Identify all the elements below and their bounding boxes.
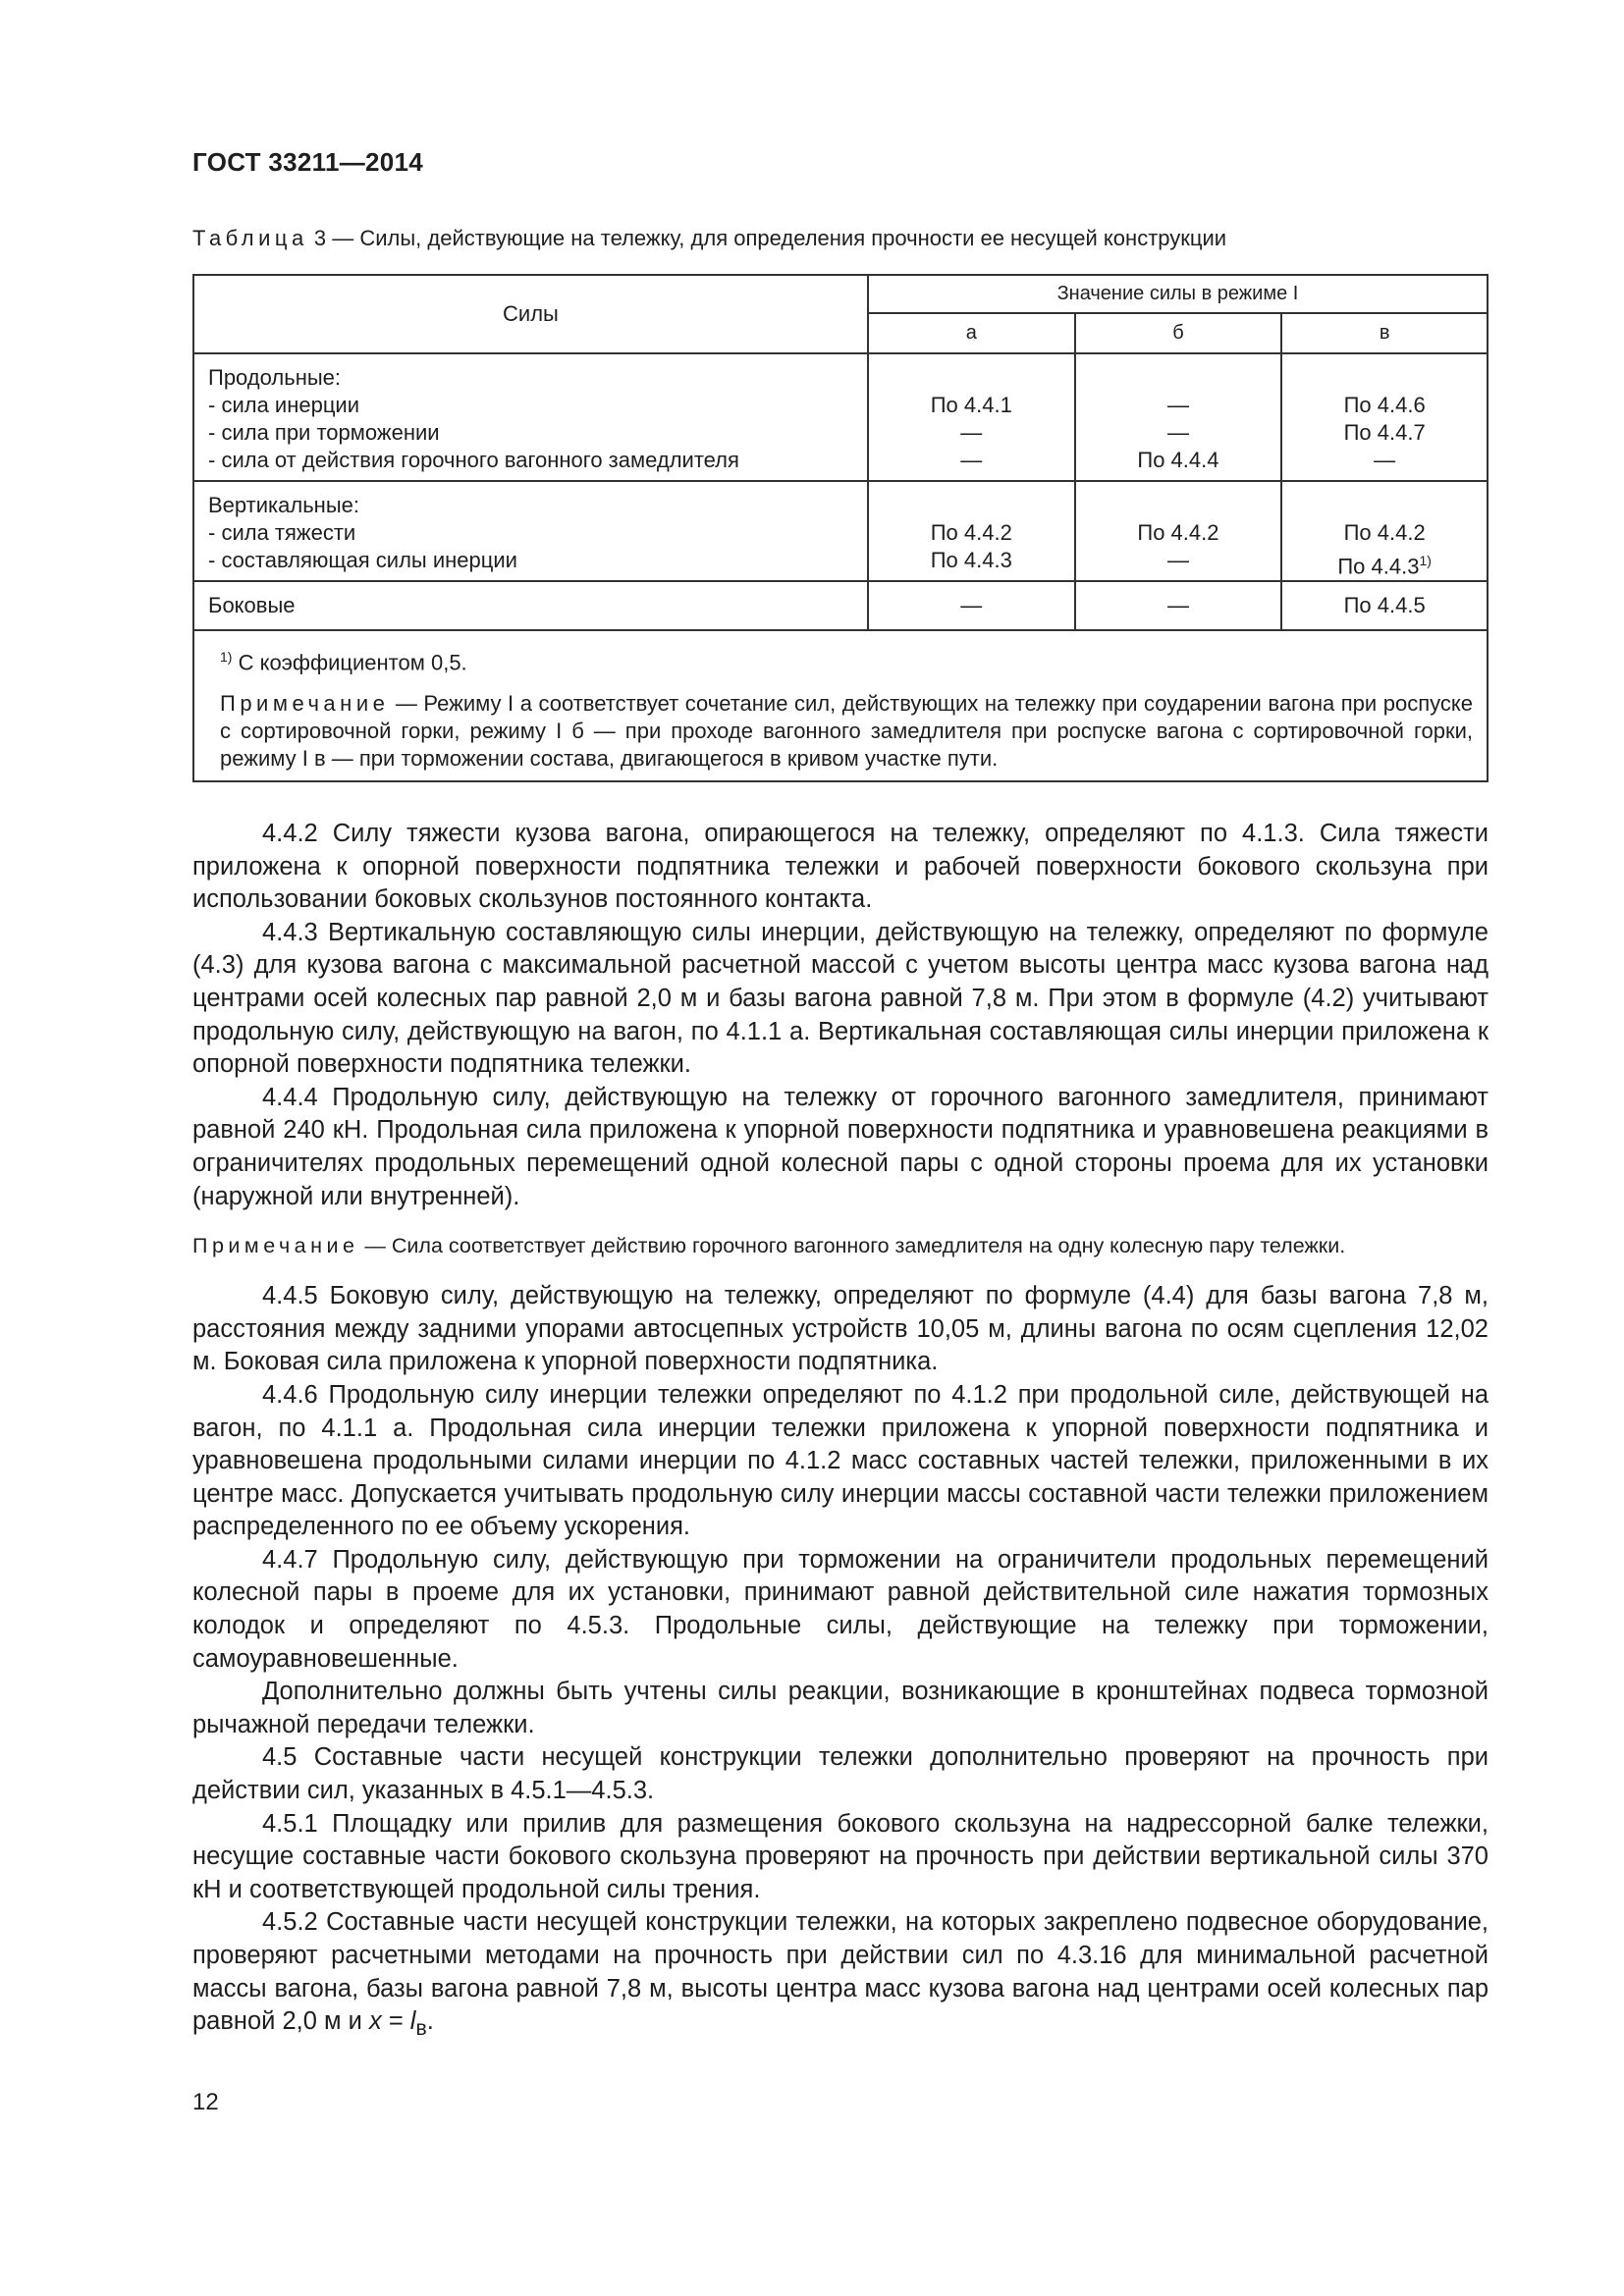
table-caption-label: Таблица <box>192 226 308 250</box>
formula-subscript: в <box>415 2016 427 2041</box>
row-item: - сила при торможении <box>208 420 440 445</box>
table-notes-cell <box>193 630 1488 781</box>
lateral-mode-b: — <box>1075 581 1282 630</box>
row-item: - сила инерции <box>208 393 359 417</box>
cell-value: — <box>1166 548 1189 572</box>
cell-value: По 4.4.2 <box>1343 520 1426 545</box>
formula-variable-l: l <box>409 2007 416 2036</box>
row-label: Вертикальные: <box>208 493 359 517</box>
header-forces: Силы <box>193 275 868 353</box>
formula-variable-x: x <box>368 2007 382 2036</box>
longitudinal-mode-a <box>868 353 1075 481</box>
cell-value: По 4.4.6 <box>1343 393 1426 417</box>
vertical-mode-a <box>868 481 1075 581</box>
paragraph-4-4-2: 4.4.2 Силу тяжести кузова вагона, опирающегося на тележку, определяют по 4.1.3. Сила тяжести приложена к опорной поверхности подпятника тележки и рабочей поверхности бокового скользуна при использовании боковых скользунов постоянного контакта. <box>192 820 1489 914</box>
row-item: - составляющая силы инерции <box>208 548 517 572</box>
paragraph-note <box>192 1231 1489 1260</box>
cell-value: По 4.4.7 <box>1343 420 1426 445</box>
paragraph-4-4-6: 4.4.6 Продольную силу инерции тележки определяют по 4.1.2 при продольной силе, действующей на вагон, по 4.1.1 а. Продольная сила инерции тележки приложена к упорной поверхности подпятника и уравновешена продольными силами инерции по 4.1.2 масс составных частей тележки, приложенными в их центре масс. Допускается учитывать продольную силу инерции массы составной части тележки приложением распределенного по ее объему ускорения. <box>192 1380 1489 1541</box>
row-item: - сила от действия горочного вагонного замедлителя <box>208 448 739 472</box>
cell-value: По 4.4.2 <box>1137 520 1219 545</box>
forces-table <box>192 274 1489 782</box>
footnote-text: С коэффициентом 0,5. <box>232 650 467 675</box>
cell-value: По 4.4.3 <box>930 548 1012 572</box>
cell-value <box>869 492 1074 519</box>
longitudinal-forces-cell <box>193 353 868 481</box>
cell-value: По 4.4.1 <box>930 393 1012 417</box>
footnote-ref: 1) <box>1419 553 1432 568</box>
cell-value <box>869 364 1074 392</box>
cell-value: — <box>1374 448 1396 472</box>
note-label: Примечание <box>192 1234 359 1258</box>
cell-value: — <box>960 420 983 445</box>
cell-value <box>1076 492 1281 519</box>
note-text: — Сила соответствует действию горочного вагонного замедлителя на одну колесную пару тележки. <box>358 1234 1346 1258</box>
table-note <box>220 690 1473 773</box>
row-label: Продольные: <box>208 365 341 390</box>
table-row-vertical <box>193 481 1488 581</box>
longitudinal-mode-c <box>1281 353 1488 481</box>
cell-value <box>1282 364 1487 392</box>
paragraph-4-4-7: 4.4.7 Продольную силу, действующую при торможении на ограничители продольных перемещений колесной пары в проеме для их установки, принимают равной действительной силе нажатия тормозных колодок и определяют по 4.5.3. Продольные силы, действующие на тележку при торможении, самоуравновешенные. <box>192 1545 1489 1673</box>
table-row-longitudinal <box>193 353 1488 481</box>
note-text: — Режиму I а соответствует сочетание сил, действующих на тележку при соударении вагона при роспуске с сортировочной горки, режиму I б — при проходе вагонного замедлителя при роспуске вагона с сортировочной горки, режиму I в — при торможении состава, двигающегося в кривом участке пути. <box>220 691 1473 772</box>
note-label: Примечание <box>220 691 390 717</box>
paragraph-additional: Дополнительно должны быть учтены силы реакции, возникающие в кронштейнах подвеса тормозной рычажной передачи тележки. <box>192 1678 1489 1738</box>
paragraph-4-4-3: 4.4.3 Вертикальную составляющую силы инерции, действующую на тележку, определяют по формуле (4.3) для кузова вагона с максимальной расчетной массой с учетом высоты центра масс кузова вагона над центрами осей колесных пар равной 2,0 м и базы вагона равной 7,8 м. При этом в формуле (4.2) учитывают продольную силу, действующую на вагон, по 4.1.1 а. Вертикальная составляющая силы инерции приложена к опорной поверхности подпятника тележки. <box>192 918 1489 1079</box>
footnote-mark: 1) <box>220 649 233 665</box>
lateral-mode-a: — <box>868 581 1075 630</box>
header-force-value-group: Значение силы в режиме I <box>868 275 1488 313</box>
vertical-mode-c <box>1281 481 1488 581</box>
table-footnote <box>220 643 1473 676</box>
paragraph-4-4-4: 4.4.4 Продольную силу, действующую на тележку от горочного вагонного замедлителя, принимают равной 240 кН. Продольная сила приложена к упорной поверхности подпятника и уравновешена реакциями в ограничителях продольных перемещений одной колесной пары с одной стороны проема для их установки (наружной или внутренней). <box>192 1083 1489 1210</box>
table-caption <box>192 224 1498 253</box>
body-text <box>192 818 1489 2046</box>
longitudinal-mode-b <box>1075 353 1282 481</box>
lateral-mode-c: По 4.4.5 <box>1281 581 1488 630</box>
header-mode-c: в <box>1281 313 1488 353</box>
vertical-forces-cell <box>193 481 868 581</box>
cell-value: — <box>960 448 983 472</box>
header-mode-a: а <box>868 313 1075 353</box>
document-header: ГОСТ 33211—2014 <box>192 147 424 177</box>
table-footer-row <box>193 630 1488 781</box>
paragraph-text: 4.5.2 Составные части несущей конструкции тележки, на которых закреплено подвесное оборудование, проверяют расчетными методами на прочность при действии сил по 4.3.16 для минимальной расчетной массы вагона, базы вагона равной 7,8 м, высоты центра масс кузова вагона над центрами осей колесных пар равной 2,0 м и <box>192 1908 1489 2036</box>
cell-value-with-footnote <box>1282 547 1487 579</box>
paragraph-4-5-2 <box>192 1906 1489 2045</box>
cell-value: — <box>1166 393 1189 417</box>
header-mode-b: б <box>1075 313 1282 353</box>
paragraph-4-5: 4.5 Составные части несущей конструкции тележки дополнительно проверяют на прочность при действии сил, указанных в 4.5.1—4.5.3. <box>192 1743 1489 1805</box>
paragraph-4-4-5: 4.4.5 Боковую силу, действующую на тележку, определяют по формуле (4.4) для базы вагона 7,8 м, расстояния между задними упорами автосцепных устройств 10,05 м, длины вагона по осям сцепления 12,02 м. Боковая сила приложена к упорной поверхности подпятника. <box>192 1282 1489 1376</box>
vertical-mode-b <box>1075 481 1282 581</box>
paragraph-end: . <box>426 2007 434 2036</box>
cell-value <box>1076 364 1281 392</box>
row-item: - сила тяжести <box>208 520 356 545</box>
cell-value: — <box>1166 420 1189 445</box>
cell-value <box>1282 492 1487 519</box>
cell-value: По 4.4.3 <box>1337 554 1420 579</box>
lateral-forces-cell: Боковые <box>193 581 868 630</box>
cell-value: По 4.4.2 <box>930 520 1012 545</box>
paragraph-4-5-1: 4.5.1 Площадку или прилив для размещения бокового скользуна на надрессорной балке тележки, несущие составные части бокового скользуна проверяют на прочность при действии вертикальной силы 370 кН и соответствующей продольной силы трения. <box>192 1809 1489 1903</box>
cell-value: По 4.4.4 <box>1137 448 1219 472</box>
page-number: 12 <box>192 2089 219 2115</box>
table-row-lateral <box>193 581 1488 630</box>
formula-equals: = <box>381 2007 410 2036</box>
table-caption-text: 3 — Силы, действующие на тележку, для определения прочности ее несущей конструкции <box>307 226 1227 250</box>
